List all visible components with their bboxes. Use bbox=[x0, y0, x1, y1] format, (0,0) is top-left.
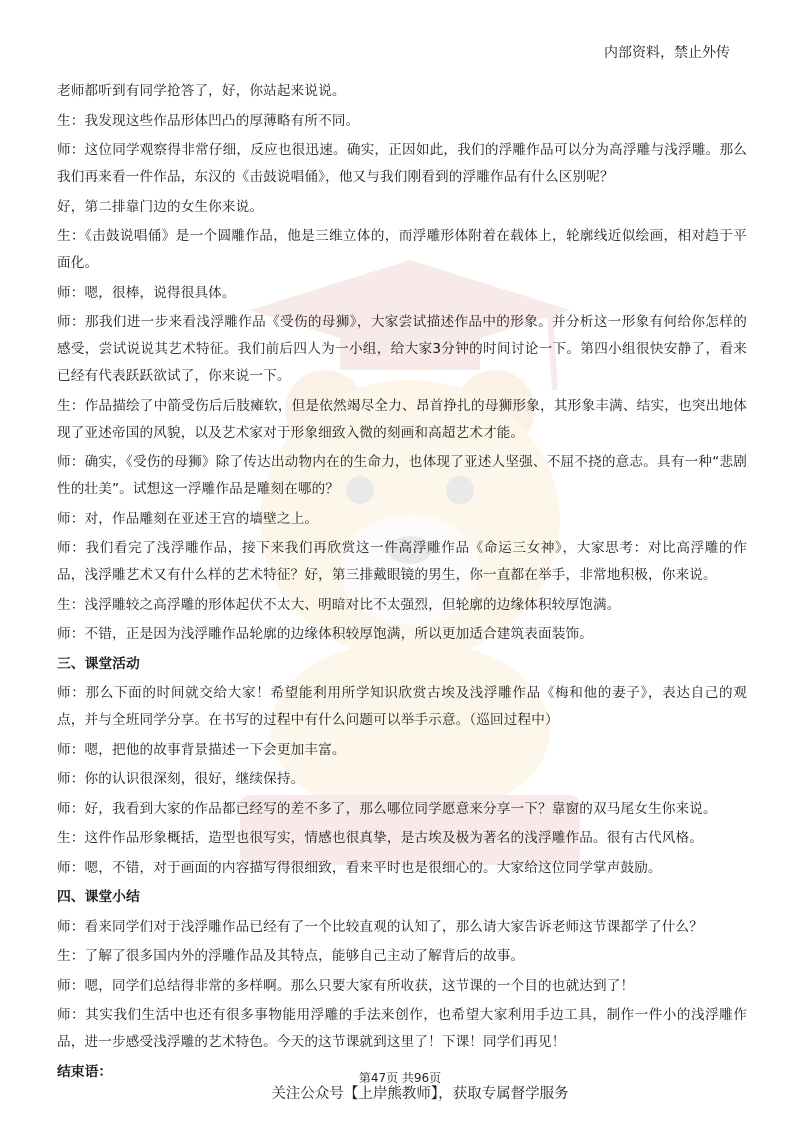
dialogue-paragraph: 师：那么下面的时间就交给大家！希望能利用所学知识欣赏古埃及浅浮雕作品《梅和他的妻子》，表达自己的观点，并与全班同学分享。在书写的过程中有什么问题可以举手示意。（巡回过程中） bbox=[57, 685, 747, 728]
dialogue-paragraph: 生：《击鼓说唱俑》是一个圆雕作品，他是三维立体的，而浮雕形体附着在载体上，轮廓线近似绘画，相对趋于平面化。 bbox=[57, 228, 747, 271]
dialogue-paragraph: 生：这件作品形象概括，造型也很写实，情感也很真挚，是古埃及极为著名的浅浮雕作品。很有古代风格。 bbox=[57, 830, 703, 846]
dialogue-paragraph: 师：其实我们生活中也还有很多事物能用浮雕的手法来创作，也希望大家利用手边工具，制作一件小的浅浮雕作品，进一步感受浅浮雕的艺术特色。今天的这节课就到这里了！下课！同学们再见！ bbox=[57, 1007, 747, 1050]
promo-text: 关注公众号【上岸熊教师】，获取专属督学服务 bbox=[271, 1086, 569, 1102]
dialogue-paragraph: 师：好，我看到大家的作品都已经写的差不多了，那么哪位同学愿意来分享一下？靠窗的双马尾女生你来说。 bbox=[57, 800, 717, 817]
dialogue-paragraph: 师：不错，正是因为浅浮雕作品轮廓的边缘体积较厚饱满，所以更加适合建筑表面装饰。 bbox=[57, 626, 594, 642]
section-heading: 结束语： bbox=[57, 1063, 113, 1080]
section-heading: 四、课堂小结 bbox=[57, 889, 140, 905]
dialogue-paragraph: 师：嗯，不错，对于画面的内容描写得很细致，看来平时也是很细心的。大家给这位同学掌声鼓励。 bbox=[57, 859, 662, 876]
dialogue-paragraph: 师：这位同学观察得非常仔细，反应也很迅速。确实，正因如此，我们的浮雕作品可以分为高浮雕与浅浮雕。那么我们再来看一件作品，东汉的《击鼓说唱俑》，他又与我们刚看到的浮雕作品有什么区别呢？ bbox=[57, 142, 747, 185]
dialogue-paragraph: 师：你的认识很深刻，很好，继续保持。 bbox=[57, 771, 305, 787]
dialogue-paragraph: 师：嗯，很棒，说得很具体。 bbox=[57, 284, 236, 301]
dialogue-paragraph: 师：我们看完了浅浮雕作品，接下来我们再欣赏这一件高浮雕作品《命运三女神》，大家思考：对比高浮雕的作品，浅浮雕艺术又有什么样的艺术特征？好，第三排戴眼镜的男生，你一直都在举手，非常地积极，你来说。 bbox=[57, 540, 747, 583]
dialogue-paragraph: 生：了解了很多国内外的浮雕作品及其特点，能够自己主动了解背后的故事。 bbox=[57, 948, 525, 964]
dialogue-paragraph: 老师都听到有同学抢答了，好，你站起来说说。 bbox=[57, 83, 346, 99]
dialogue-paragraph: 师：那我们进一步来看浅浮雕作品《受伤的母狮》，大家尝试描述作品中的形象。并分析这一形象有何给你怎样的感受，尝试说说其艺术特征。我们前后四人为一小组，给大家3分钟的时间讨论一下。第四小组很快安静了，看来已经有代表跃跃欲试了，你来说一下。 bbox=[57, 314, 747, 384]
dialogue-paragraph: 生：浅浮雕较之高浮雕的形体起伏不太大、明暗对比不太强烈，但轮廓的边缘体积较厚饱满。 bbox=[57, 596, 621, 613]
confidential-note: 内部资料，禁止外传 bbox=[604, 45, 730, 61]
dialogue-paragraph: 生：我发现这些作品形体凹凸的厚薄略有所不同。 bbox=[57, 112, 360, 129]
dialogue-paragraph: 师：确实，《受伤的母狮》除了传达出动物内在的生命力，也体现了亚述人坚强、不屈不挠的意志。具有一种“悲剧性的壮美”。试想这一浮雕作品是雕刻在哪的？ bbox=[57, 454, 747, 497]
dialogue-paragraph: 师：嗯，同学们总结得非常的多样啊。那么只要大家有所收获，这节课的一个目的也就达到了！ bbox=[57, 977, 635, 994]
lesson-transcript bbox=[57, 78, 747, 1088]
dialogue-paragraph: 师：对，作品雕刻在亚述王宫的墙壁之上。 bbox=[57, 510, 319, 527]
section-heading: 三、课堂活动 bbox=[57, 655, 140, 672]
dialogue-paragraph: 师：嗯，把他的故事背景描述一下会更加丰富。 bbox=[57, 741, 346, 758]
page-number: 第47页 共96页 bbox=[358, 1071, 442, 1085]
dialogue-paragraph: 生：作品描绘了中箭受伤后后肢瘫软，但是依然竭尽全力、昂首挣扎的母狮形象，其形象丰满、结实，也突出地体现了亚述帝国的风貌，以及艺术家对于形象细致入微的刻画和高超艺术才能。 bbox=[57, 397, 747, 441]
dialogue-paragraph: 好，第二排靠门边的女生你来说。 bbox=[57, 198, 264, 215]
dialogue-paragraph: 师：看来同学们对于浅浮雕作品已经有了一个比较直观的认知了，那么请大家告诉老师这节课都学了什么？ bbox=[57, 918, 703, 935]
page-footer bbox=[0, 1071, 800, 1103]
